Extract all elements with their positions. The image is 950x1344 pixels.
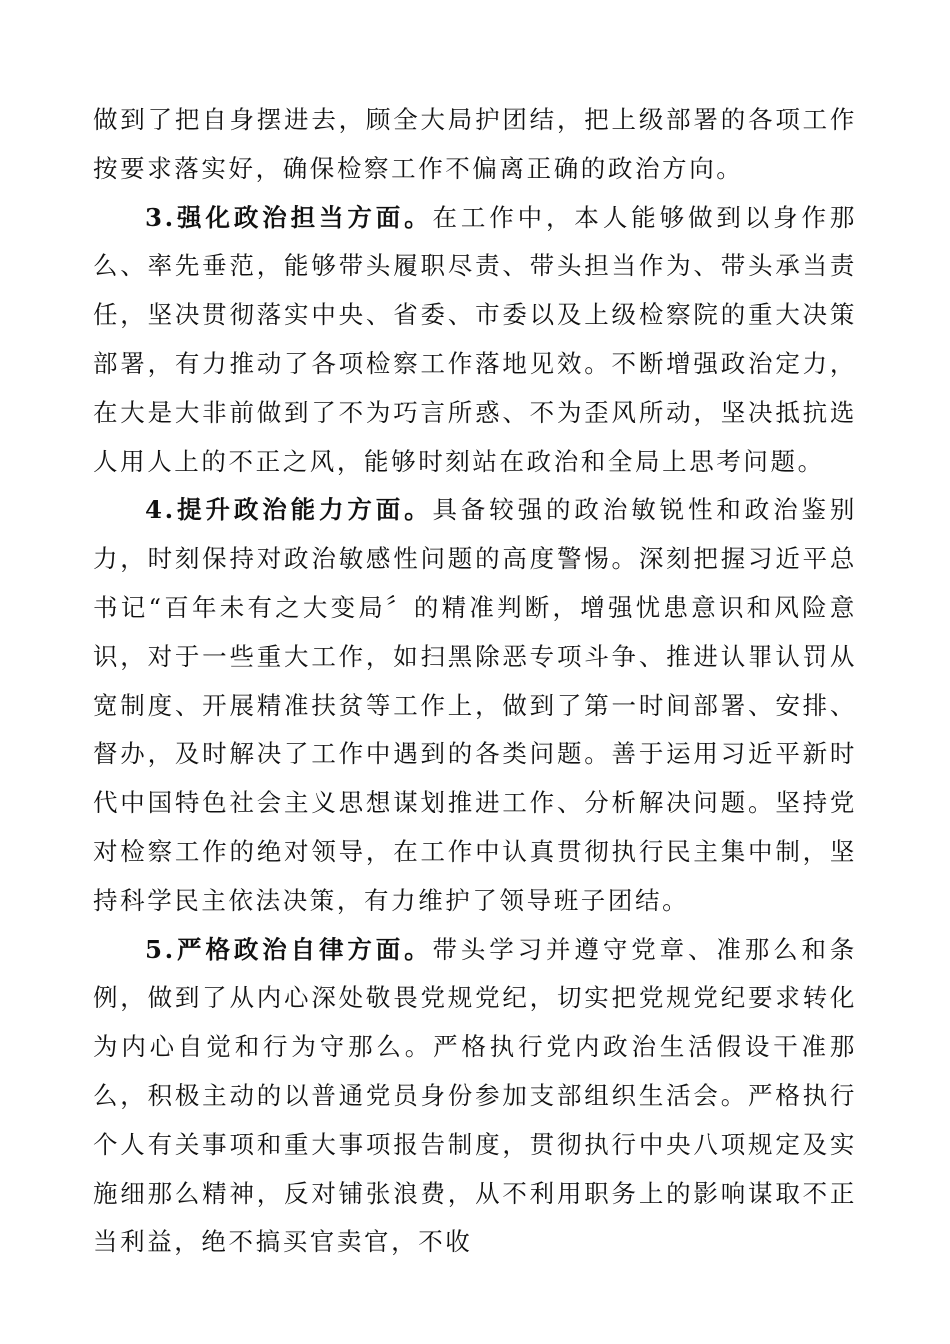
paragraph-heading: 3.强化政治担当方面。 (145, 202, 433, 232)
paragraph-body: 做到了把自身摆进去，顾全大局护团结，把上级部署的各项工作按要求落实好，确保检察工作不偏离正确的政治方向。 (93, 105, 857, 183)
paragraph-political-responsibility (93, 194, 857, 487)
document-body (93, 96, 857, 1267)
paragraph-political-ability (93, 486, 857, 925)
paragraph-body: 带头学习并遵守党章、准那么和条例，做到了从内心深处敬畏党规党纪，切实把党规党纪要求转化为内心自觉和行为守那么。严格执行党内政治生活假设干准那么，积极主动的以普通党员身份参加支部组织生活会。严格执行个人有关事项和重大事项报告制度，贯彻执行中央八项规定及实施细那么精神，反对铺张浪费，从不利用职务上的影响谋取不正当利益，绝不搞买官卖官，不收 (93, 934, 857, 1257)
paragraph-heading: 5.严格政治自律方面。 (145, 934, 433, 964)
paragraph-body: 在工作中，本人能够做到以身作那么、率先垂范，能够带头履职尽责、带头担当作为、带头承当责任，坚决贯彻落实中央、省委、市委以及上级检察院的重大决策部署，有力推动了各项检察工作落地见效。不断增强政治定力，在大是大非前做到了不为巧言所惑、不为歪风所动，坚决抵抗选人用人上的不正之风，能够时刻站在政治和全局上思考问题。 (93, 202, 857, 476)
paragraph-body: 具备较强的政治敏锐性和政治鉴别力，时刻保持对政治敏感性问题的高度警惕。深刻把握习近平总书记“百年未有之大变局〞的精准判断，增强忧患意识和风险意识，对于一些重大工作，如扫黑除恶专项斗争、推进认罪认罚从宽制度、开展精准扶贫等工作上，做到了第一时间部署、安排、督办，及时解决了工作中遇到的各类问题。善于运用习近平新时代中国特色社会主义思想谋划推进工作、分析解决问题。坚持党对检察工作的绝对领导，在工作中认真贯彻执行民主集中制，坚持科学民主依法决策，有力维护了领导班子团结。 (93, 495, 857, 915)
paragraph-heading: 4.提升政治能力方面。 (145, 495, 433, 525)
paragraph-continuation (93, 96, 857, 194)
paragraph-political-discipline (93, 926, 857, 1268)
